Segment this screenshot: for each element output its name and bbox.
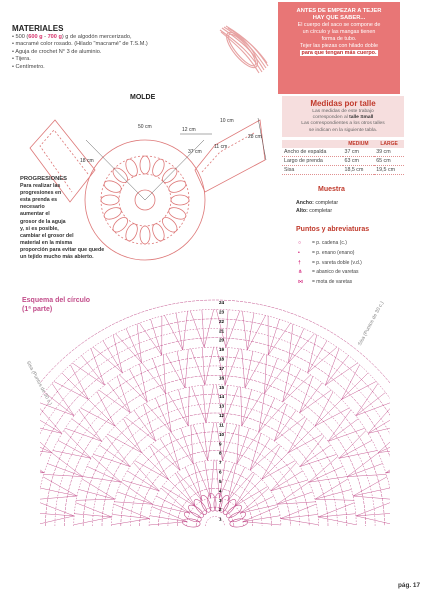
petal-motif [140, 226, 150, 244]
muestra-box [296, 199, 338, 215]
vareta-fan [40, 404, 62, 433]
abbreviations-title: Puntos y abreviaturas [296, 226, 370, 233]
vareta-fan [274, 404, 304, 441]
abbreviation-item [298, 249, 362, 259]
abbreviation-text: = p. enano (enano) [312, 249, 355, 256]
vareta-fan [347, 453, 386, 477]
center-petal [224, 503, 243, 520]
vareta-fan [241, 387, 263, 426]
abbreviation-text: = mota de varetas [312, 279, 353, 286]
row-number: 3 [219, 497, 222, 503]
vareta-fan [193, 422, 214, 460]
crochet-circle-chart [40, 290, 390, 528]
stitch-round [93, 404, 338, 526]
row-number: 21 [219, 328, 225, 334]
materials-title: MATERIALES [12, 24, 64, 33]
materials-text: Centímetro. [15, 63, 45, 70]
vareta-fan [242, 311, 265, 350]
vareta-fan [300, 436, 337, 466]
vareta-fan [116, 324, 142, 363]
vareta-fan [145, 394, 171, 432]
progresiones-line: grosor de la aguja [20, 218, 66, 225]
sizes-sub-2a: corresponden al [312, 115, 350, 121]
abbreviations-list [298, 239, 362, 288]
muestra-ancho-label: Ancho: [296, 200, 314, 206]
progresiones-line: y, si es posible, [20, 225, 59, 232]
sizes-cell: Largo de prenda [282, 156, 343, 165]
row-number: 2 [219, 507, 222, 513]
vareta-fan [325, 349, 357, 386]
muestra-alto-value: completar [309, 208, 333, 214]
vareta-fan [283, 364, 311, 402]
vareta-fan [125, 404, 155, 441]
vareta-fan [288, 324, 314, 363]
vareta-fan [318, 503, 356, 525]
row-number: 8 [219, 450, 222, 456]
abbreviation-text: = p. vareta doble (v.d.) [312, 259, 362, 266]
vareta-fan [342, 365, 377, 400]
row-number: 6 [219, 469, 222, 475]
vareta-fan [40, 450, 44, 473]
row-number: 7 [219, 460, 222, 466]
abbreviation-text: = abanico de varetas [312, 269, 359, 276]
materials-text: 500 ( [15, 34, 29, 40]
sizes-cell: 19,5 cm [374, 165, 404, 174]
vareta-fan [53, 430, 91, 458]
vareta-fan [192, 385, 214, 423]
vareta-fan [54, 365, 89, 400]
petal-motif [140, 156, 150, 174]
sizes-cell: 18,5 cm [343, 165, 375, 174]
stitch-round [40, 309, 390, 526]
row-number: 10 [219, 431, 225, 437]
muestra-ancho-value: completar [315, 200, 339, 206]
muestra-title: Muestra [318, 186, 345, 193]
vareta-fan [259, 394, 285, 432]
sizes-cell: 63 cm [343, 156, 375, 165]
row-number: 20 [219, 337, 225, 343]
center-petal [207, 493, 217, 512]
vareta-fan [281, 504, 319, 525]
materials-text: 700 g [47, 34, 62, 40]
materials-item [12, 56, 212, 63]
stitch-round [55, 366, 375, 526]
vareta-fan [339, 430, 377, 458]
banner-title-2: HAY QUE SABER... [312, 15, 366, 21]
materials-text: Tijera. [15, 56, 31, 63]
vareta-fan [368, 404, 390, 433]
vareta-fan [242, 349, 265, 388]
vareta-fan [76, 479, 115, 501]
measure-50: 50 cm [138, 124, 152, 130]
stitch-symbol-icon: † [298, 259, 301, 266]
center-petal [192, 497, 209, 516]
materials-item [12, 41, 212, 48]
banner-highlight: para que tengan más cuerpo. [301, 50, 377, 56]
progresiones-line: un tejido mucho más abierto. [20, 254, 94, 261]
sizes-header [282, 140, 343, 148]
vareta-fan [166, 349, 189, 388]
sizes-cell: 39 cm [374, 148, 404, 157]
vareta-fan [315, 479, 354, 501]
sizes-panel [282, 96, 404, 175]
sizes-table [282, 140, 404, 175]
row-number: 19 [219, 347, 225, 353]
petal-motif [171, 195, 189, 205]
row-number: 18 [219, 356, 225, 362]
sizes-sub-4: se indican en la siguiente tabla. [308, 127, 378, 133]
measure-11: 11 cm [214, 144, 228, 150]
abbreviation-item [298, 259, 362, 269]
vareta-fan [40, 502, 74, 525]
progresiones-line: material en la misma [20, 239, 73, 246]
sizes-subtitle [282, 109, 404, 137]
sizes-row [282, 165, 404, 174]
row-number: 23 [219, 309, 225, 315]
stitch-round [111, 422, 318, 526]
banner-line: El cuerpo del saco se compone de [297, 22, 381, 28]
sizes-row [282, 156, 404, 165]
abbreviation-item [298, 239, 362, 249]
sizes-sub-3: Las correspondientes a los otros talles [301, 121, 385, 127]
row-number: 1 [219, 516, 222, 522]
measure-10: 10 cm [220, 118, 234, 124]
progresiones-line: esta prenda es [20, 197, 58, 204]
sizes-sub-2b: talle Small [349, 115, 374, 121]
stitch-round [40, 347, 390, 526]
center-petal [186, 503, 205, 520]
row-number: 22 [219, 318, 225, 324]
progresiones-line: proporción para evitar que quede [20, 246, 105, 253]
side-label-left: Sisa (Puntos de 30 c.) [24, 360, 54, 407]
measure-28: 28 cm [248, 134, 262, 140]
row-number: 15 [219, 384, 225, 390]
row-number: 13 [219, 403, 225, 409]
materials-text: Aguja de crochet N° 3 de aluminio. [15, 48, 102, 55]
vareta-fan [44, 453, 83, 477]
row-number: 12 [219, 413, 225, 418]
banner-line: un círculo y las mangas tienen [302, 29, 376, 35]
center-petal [229, 518, 248, 528]
vareta-fan [83, 456, 121, 482]
stitch-round [168, 479, 262, 526]
row-number: 5 [219, 478, 222, 484]
yarn-skein-image [212, 20, 272, 78]
info-banner [278, 2, 400, 94]
vareta-fan [190, 309, 214, 347]
stitch-symbol-icon: ○ [298, 240, 302, 246]
vareta-fan [119, 364, 147, 402]
sizes-header: MEDIUM [343, 140, 375, 148]
materials-text: macramé color rosado. (Hilado "macramé" de T.S.M.) [15, 41, 148, 48]
row-number: 24 [219, 300, 225, 305]
chart-title-1: Esquema del círculo [22, 297, 91, 304]
stitch-symbol-icon: ⋔ [298, 269, 303, 276]
vareta-fan [386, 450, 390, 473]
sizes-cell: Sisa [282, 165, 343, 174]
vareta-fan [72, 349, 104, 386]
measure-37: 37 cm [188, 149, 202, 155]
progresiones-title: PROGRESIONES [20, 176, 68, 182]
vareta-fan [168, 387, 190, 426]
vareta-fan [111, 504, 149, 525]
vareta-fan [93, 436, 130, 466]
row-number: 4 [219, 488, 222, 494]
abbreviation-text: = p. cadena (c.) [312, 240, 347, 246]
abbreviation-item [298, 268, 362, 278]
row-number: 14 [219, 394, 225, 400]
progresiones-line: progresiones en [20, 190, 62, 197]
abbreviation-item [298, 278, 362, 288]
center-petal [221, 497, 238, 516]
sizes-title: Medidas por talle [282, 96, 404, 109]
stitch-round [40, 328, 390, 526]
materials-item [12, 64, 212, 71]
page-number: pág. 17 [398, 582, 421, 589]
measure-12: 12 cm [182, 127, 196, 133]
banner-line: Tejer las piezas con hilado doble [300, 43, 378, 49]
petal-motif [160, 215, 180, 235]
row-number: 9 [219, 441, 222, 447]
muestra-alto-label: Alto: [296, 208, 308, 214]
center-petal [182, 518, 201, 528]
materials-text: ) g de algodón mercerizado, [61, 34, 132, 40]
stitch-round [206, 517, 225, 526]
stitch-symbol-icon: ⋈ [298, 279, 303, 286]
vareta-fan [356, 383, 390, 415]
chart-title-2: (1ª parte) [22, 305, 53, 313]
materials-item [12, 34, 212, 41]
progresiones-line: aumentar el [20, 211, 50, 218]
vareta-fan [356, 502, 390, 525]
banner-title-1: ANTES DE EMPEZAR A TEJER [296, 8, 382, 14]
vareta-fan [142, 355, 166, 394]
stitch-round [130, 441, 300, 526]
progresiones-line: cambiar el grosor del [20, 232, 74, 239]
sizes-header: LARGE [374, 140, 404, 148]
materials-text: - [42, 34, 48, 40]
vareta-fan [308, 335, 337, 373]
progresiones-line: necesario [20, 204, 45, 211]
banner-line: forma de tubo. [321, 36, 357, 42]
sizes-cell: Ancho de espalda [282, 148, 343, 157]
materials-list [12, 34, 212, 71]
vareta-fan [74, 503, 112, 525]
sizes-cell: 37 cm [343, 148, 375, 157]
measure-18: 18 cm [80, 158, 94, 164]
row-number: 17 [219, 365, 225, 371]
vareta-fan [309, 456, 347, 482]
row-number: 11 [219, 422, 224, 428]
row-number: 16 [219, 375, 225, 381]
progresiones-box [20, 176, 140, 261]
sizes-row [282, 148, 404, 157]
vareta-fan [264, 355, 288, 394]
sizes-cell: 65 cm [374, 156, 404, 165]
progresiones-line: Para realizar las [20, 183, 61, 190]
side-label-right: Sisa (Puntos de 30 c.) [357, 300, 386, 347]
materials-text: 600 g [28, 34, 43, 40]
stitch-round [140, 451, 291, 526]
stitch-symbol-icon: • [298, 249, 300, 256]
molde-title: MOLDE [130, 94, 156, 101]
materials-item [12, 49, 212, 56]
sizes-sub-1: Las medidas de este trabajo [312, 109, 374, 114]
